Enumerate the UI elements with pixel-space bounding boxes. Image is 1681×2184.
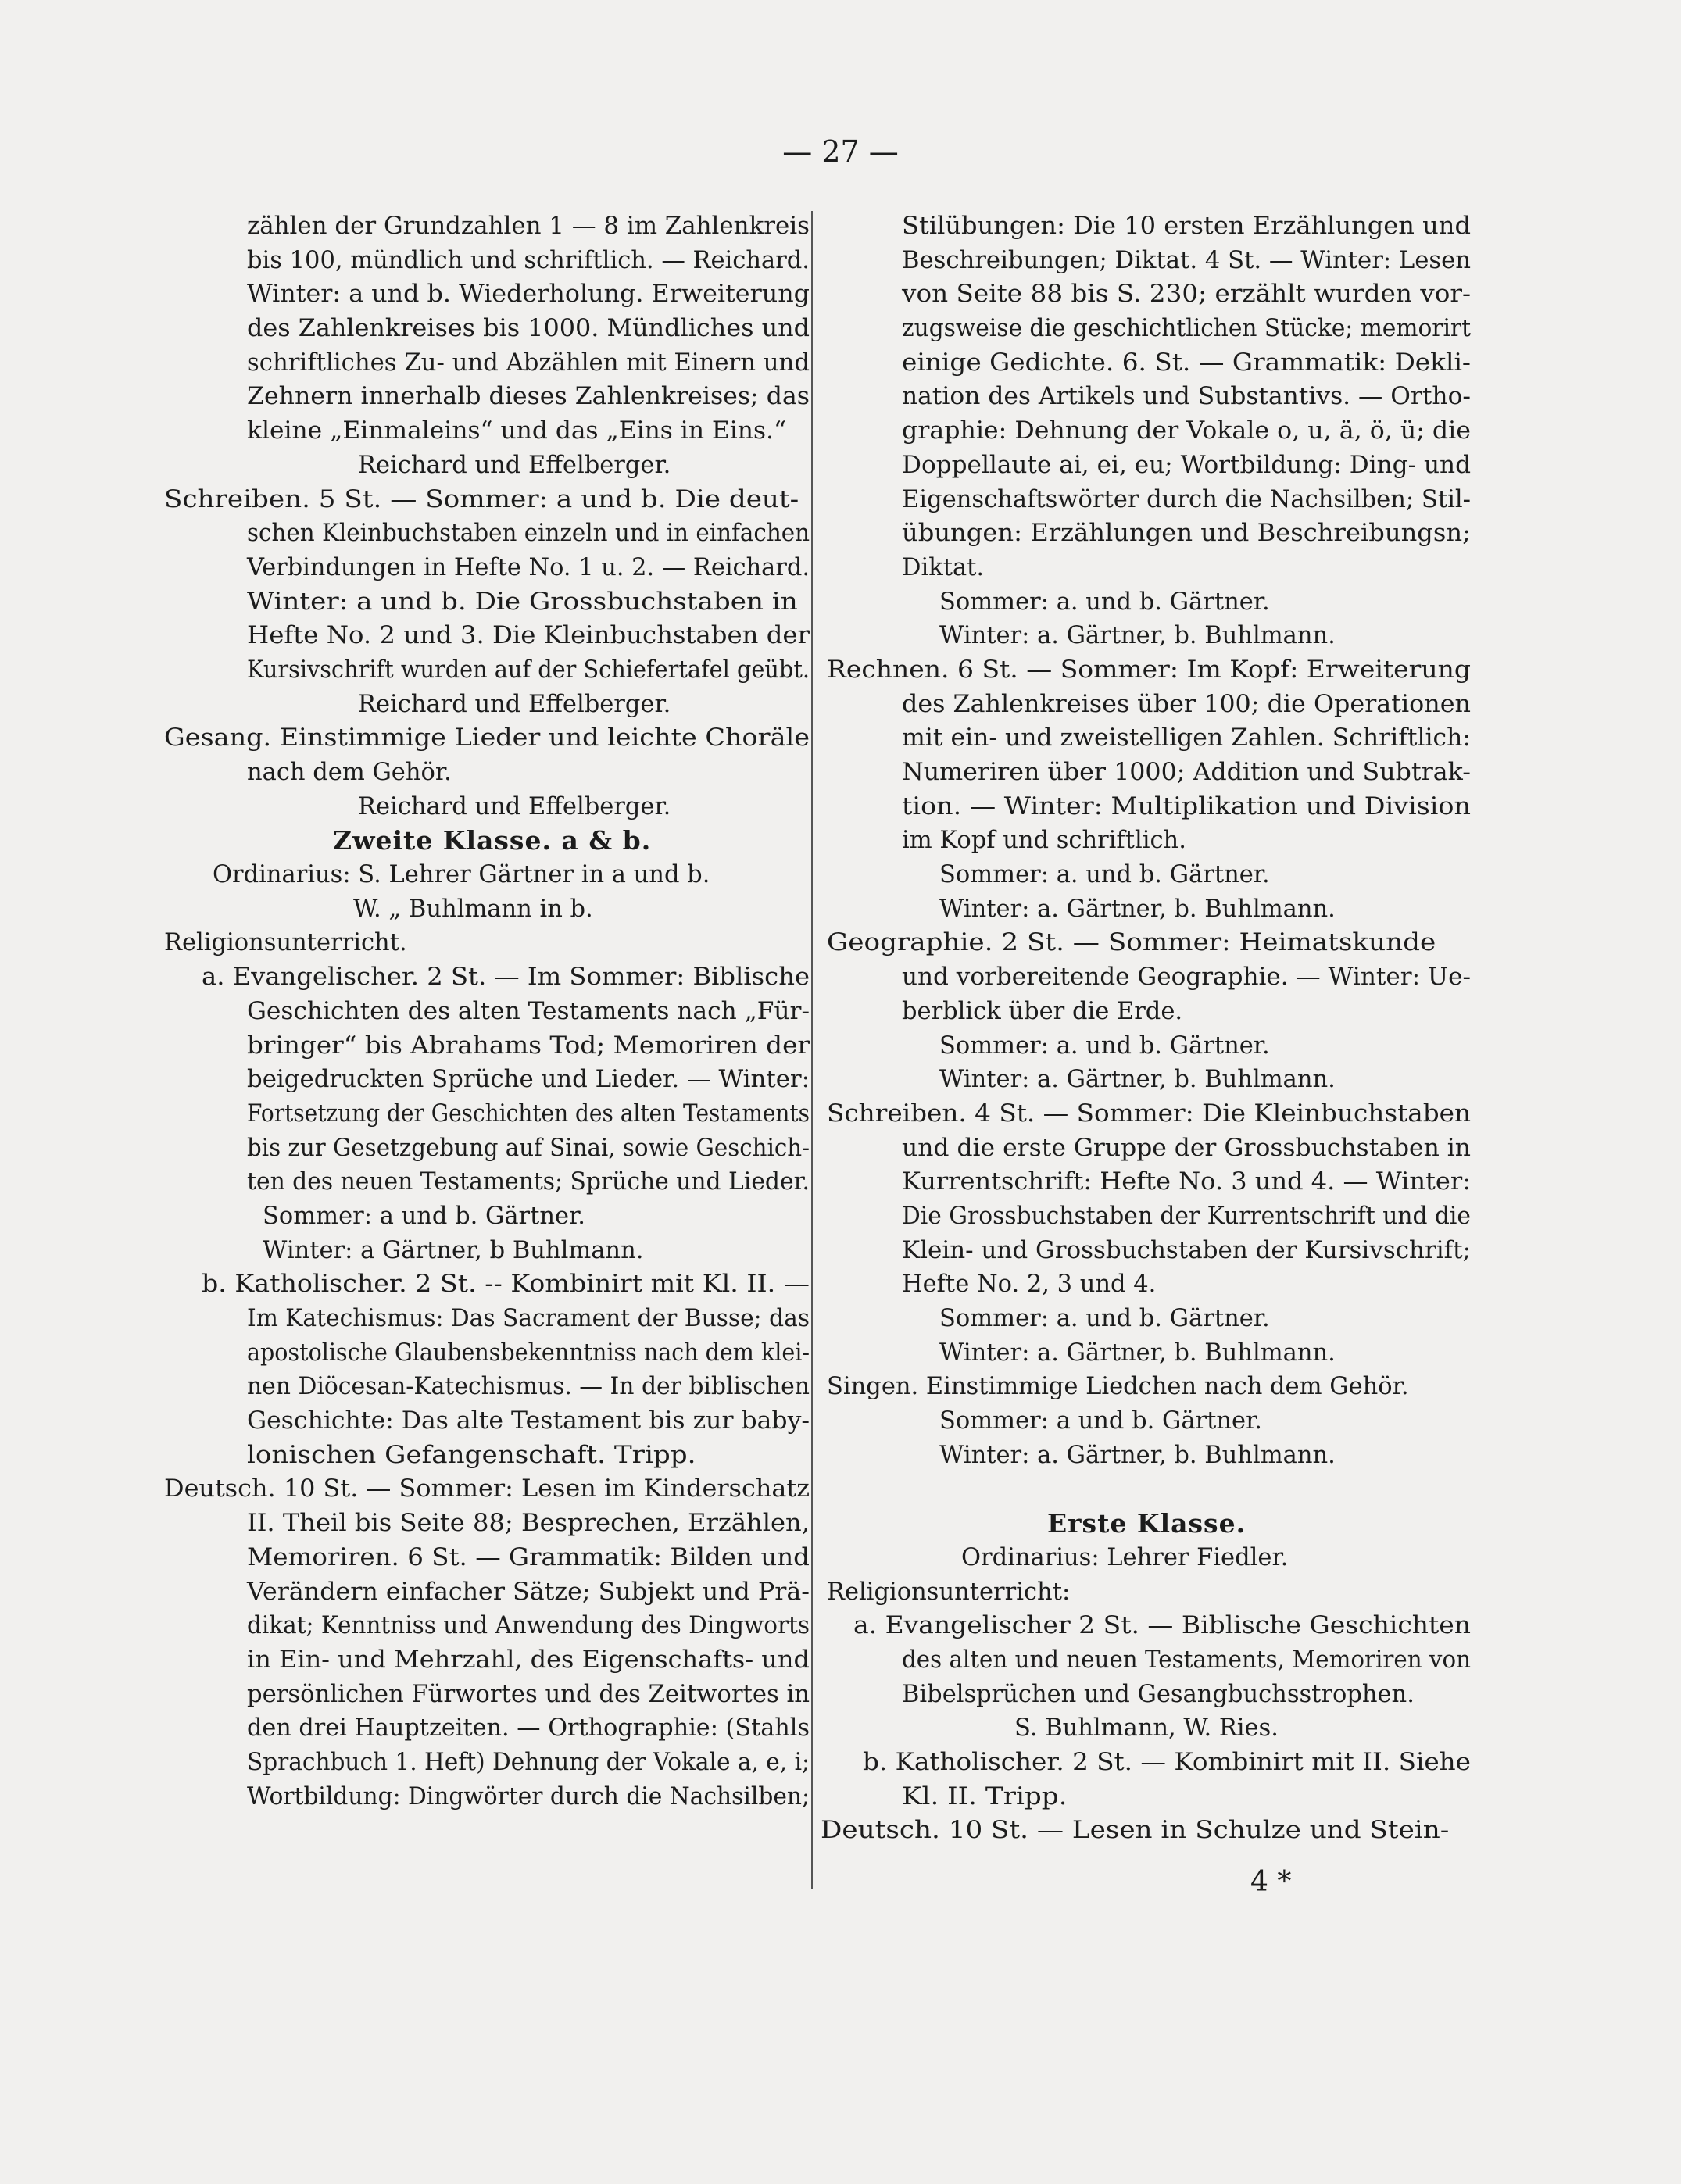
line-text: Hefte No. 2, 3 und 4. xyxy=(902,1271,1157,1299)
text-line xyxy=(821,1404,1477,1439)
line-text: bis 100, mündlich und schriftlich. — Reichard. xyxy=(247,246,810,274)
section-heading: Erste Klasse. xyxy=(1047,1508,1246,1539)
text-line xyxy=(156,688,810,722)
text-line xyxy=(156,1507,810,1541)
line-text: Deutsch. 10 St. — Sommer: Lesen im Kinderschatz xyxy=(164,1475,810,1503)
line-text: Winter: a. Gärtner, b. Buhlmann. xyxy=(939,1066,1336,1094)
text-line xyxy=(821,1336,1477,1371)
text-line xyxy=(821,1302,1477,1336)
line-text: Sprachbuch 1. Heft) Dehnung der Vokale a, e, i; xyxy=(247,1748,810,1776)
line-text: Doppellaute ai, ei, eu; Wortbildung: Ding- und xyxy=(902,451,1471,479)
text-line xyxy=(821,1780,1477,1814)
text-line xyxy=(821,1814,1477,1848)
line-text: des alten und neuen Testaments, Memoriren von xyxy=(902,1646,1471,1674)
text-line xyxy=(821,824,1477,858)
section-heading: Zweite Klasse. a & b. xyxy=(333,825,652,856)
line-text: Winter: a. Gärtner, b. Buhlmann. xyxy=(939,622,1336,650)
line-text: Kl. II. Tripp. xyxy=(902,1782,1068,1810)
line-text: Im Katechismus: Das Sacrament der Busse; das xyxy=(247,1305,810,1332)
text-line xyxy=(821,1746,1477,1780)
line-text: Hefte No. 2 und 3. Die Kleinbuchstaben der xyxy=(247,622,810,650)
text-line xyxy=(156,1643,810,1678)
line-text: nach dem Gehör. xyxy=(247,759,452,786)
line-text: Sommer: a. und b. Gärtner. xyxy=(939,588,1270,616)
text-line xyxy=(821,995,1477,1029)
line-text: Winter: a. Gärtner, b. Buhlmann. xyxy=(939,1441,1336,1469)
text-line xyxy=(821,277,1477,312)
text-line xyxy=(156,1404,810,1439)
text-line xyxy=(156,1541,810,1575)
text-line xyxy=(156,1165,810,1199)
line-text: Beschreibungen; Diktat. 4 St. — Winter: Lesen xyxy=(902,246,1471,274)
line-text: S. Buhlmann, W. Ries. xyxy=(1014,1714,1279,1743)
text-line xyxy=(821,585,1477,620)
page-number: — 27 — xyxy=(782,134,899,169)
line-text: II. Theil bis Seite 88; Besprechen, Erzählen, xyxy=(247,1510,810,1538)
line-text: Verändern einfacher Sätze; Subjekt und Prä- xyxy=(247,1578,810,1606)
text-line xyxy=(821,346,1477,381)
line-text: Die Grossbuchstaben der Kurrentschrift und die xyxy=(902,1202,1471,1230)
line-text: Winter: a Gärtner, b Buhlmann. xyxy=(263,1236,644,1264)
line-text: W. „ Buhlmann in b. xyxy=(353,895,593,923)
line-text: Sommer: a und b. Gärtner. xyxy=(939,1407,1263,1435)
text-line xyxy=(821,244,1477,278)
line-text: von Seite 88 bis S. 230; erzählt wurden vor- xyxy=(902,281,1471,309)
line-text: Zehnern innerhalb dieses Zahlenkreises; das xyxy=(247,383,810,411)
line-text: Winter: a und b. Wiederholung. Erweiterung xyxy=(247,281,810,309)
line-text: Reichard und Effelberger. xyxy=(358,792,671,820)
text-line xyxy=(821,653,1477,688)
text-line xyxy=(156,551,810,585)
text-line xyxy=(156,449,810,483)
text-line xyxy=(821,1029,1477,1063)
text-line xyxy=(821,756,1477,790)
text-line xyxy=(156,1711,810,1746)
line-text: bringer“ bis Abrahams Tod; Memoriren der xyxy=(247,1031,810,1060)
text-line xyxy=(821,1507,1477,1541)
text-line xyxy=(156,1199,810,1234)
text-line xyxy=(156,653,810,688)
line-text: Sommer: a. und b. Gärtner. xyxy=(939,861,1270,889)
text-line xyxy=(156,1029,810,1063)
left-column xyxy=(156,209,810,1814)
line-text: übungen: Erzählungen und Beschreibungsn; xyxy=(902,520,1471,548)
line-text: des Zahlenkreises über 100; die Operationen xyxy=(902,690,1471,718)
text-line xyxy=(156,790,810,824)
line-text: a. Evangelischer 2 St. — Biblische Geschichten xyxy=(853,1612,1471,1640)
line-text: lonischen Gefangenschaft. Tripp. xyxy=(247,1441,696,1469)
line-text: Klein- und Grossbuchstaben der Kursivschrift; xyxy=(902,1236,1471,1264)
text-line xyxy=(156,960,810,995)
text-line xyxy=(156,619,810,653)
text-line xyxy=(821,858,1477,892)
line-text: Geschichten des alten Testaments nach „Für- xyxy=(247,997,810,1025)
text-line xyxy=(156,1234,810,1268)
text-line xyxy=(156,1439,810,1473)
line-text: Eigenschaftswörter durch die Nachsilben; Stil- xyxy=(902,485,1471,513)
line-text: graphie: Dehnung der Vokale o, u, ä, ö, ü; die xyxy=(902,417,1471,445)
text-line xyxy=(821,1165,1477,1199)
line-text: Bibelsprüchen und Gesangbuchsstrophen. xyxy=(902,1680,1415,1708)
line-text: Reichard und Effelberger. xyxy=(358,451,671,479)
text-line xyxy=(821,1131,1477,1166)
line-text: den drei Hauptzeiten. — Orthographie: (Stahls xyxy=(247,1714,810,1743)
text-line xyxy=(156,824,810,858)
text-line xyxy=(156,1131,810,1166)
text-line xyxy=(156,858,810,892)
text-line xyxy=(821,926,1477,960)
text-line xyxy=(156,483,810,517)
text-line xyxy=(156,1746,810,1780)
line-text: Rechnen. 6 St. — Sommer: Im Kopf: Erweiterung xyxy=(827,656,1471,684)
line-text: persönlichen Fürwortes und des Zeitwortes in xyxy=(247,1680,810,1708)
line-text: Religionsunterricht: xyxy=(827,1578,1071,1606)
line-text: Ordinarius: Lehrer Fiedler. xyxy=(961,1543,1289,1571)
text-line xyxy=(821,380,1477,414)
line-text: a. Evangelischer. 2 St. — Im Sommer: Biblische xyxy=(202,963,810,992)
signature-mark: 4 * xyxy=(1250,1866,1292,1898)
text-line xyxy=(821,517,1477,551)
text-line xyxy=(156,1063,810,1097)
line-text: und die erste Gruppe der Grossbuchstaben in xyxy=(902,1134,1471,1162)
line-text: mit ein- und zweistelligen Zahlen. Schriftlich: xyxy=(902,724,1471,752)
line-text: Geographie. 2 St. — Sommer: Heimatskunde xyxy=(827,929,1436,957)
text-line xyxy=(156,721,810,756)
line-text: Schreiben. 5 St. — Sommer: a und b. Die deut- xyxy=(164,485,799,513)
text-line xyxy=(821,1199,1477,1234)
line-text: Fortsetzung der Geschichten des alten Testaments xyxy=(247,1099,810,1128)
text-line xyxy=(821,1472,1477,1507)
text-line xyxy=(156,926,810,960)
line-text: b. Katholischer. 2 St. — Kombinirt mit II. Siehe xyxy=(863,1748,1471,1776)
line-text: dikat; Kenntniss und Anwendung des Dingworts xyxy=(247,1612,810,1640)
text-line xyxy=(156,1097,810,1131)
text-line xyxy=(156,244,810,278)
text-line xyxy=(156,1370,810,1404)
right-column xyxy=(821,209,1477,1848)
line-text: Reichard und Effelberger. xyxy=(358,690,671,718)
text-line xyxy=(821,960,1477,995)
line-text: Diktat. xyxy=(902,553,985,581)
text-line xyxy=(821,790,1477,824)
line-text: bis zur Gesetzgebung auf Sinai, sowie Geschich- xyxy=(247,1134,810,1162)
line-text: einige Gedichte. 6. St. — Grammatik: Dekli- xyxy=(902,349,1471,377)
text-line xyxy=(821,1678,1477,1712)
line-text: ten des neuen Testaments; Sprüche und Lieder. xyxy=(247,1168,810,1196)
text-line xyxy=(156,1609,810,1643)
text-line xyxy=(821,1609,1477,1643)
text-line xyxy=(821,414,1477,449)
line-text: schen Kleinbuchstaben einzeln und in einfachen xyxy=(247,520,810,548)
text-line xyxy=(821,1575,1477,1610)
line-text: nation des Artikels und Substantivs. — Ortho- xyxy=(902,383,1471,411)
line-text: im Kopf und schriftlich. xyxy=(902,827,1186,855)
line-text: Winter: a. Gärtner, b. Buhlmann. xyxy=(939,1339,1336,1367)
text-line xyxy=(821,209,1477,244)
text-line xyxy=(821,1711,1477,1746)
line-text: Schreiben. 4 St. — Sommer: Die Kleinbuchstaben xyxy=(827,1099,1471,1128)
line-text: berblick über die Erde. xyxy=(902,997,1183,1025)
text-line xyxy=(821,688,1477,722)
line-text: Singen. Einstimmige Liedchen nach dem Gehör. xyxy=(827,1373,1409,1401)
line-text: beigedruckten Sprüche und Lieder. — Winter: xyxy=(247,1066,810,1094)
line-text: Stilübungen: Die 10 ersten Erzählungen und xyxy=(902,213,1471,240)
text-line xyxy=(156,1336,810,1371)
line-text: Numeriren über 1000; Addition und Subtrak- xyxy=(902,759,1471,786)
text-line xyxy=(821,312,1477,346)
text-line xyxy=(156,1575,810,1610)
line-text: Gesang. Einstimmige Lieder und leichte Choräle xyxy=(164,724,810,752)
text-line xyxy=(821,1370,1477,1404)
line-text: kleine „Einmaleins“ und das „Eins in Eins.“ xyxy=(247,417,786,445)
line-text: Winter: a und b. Die Grossbuchstaben in xyxy=(247,588,798,616)
line-text: Memoriren. 6 St. — Grammatik: Bilden und xyxy=(247,1543,810,1571)
text-line xyxy=(156,1678,810,1712)
line-text: zugsweise die geschichtlichen Stücke; memorirt xyxy=(902,315,1471,343)
line-text: Sommer: a. und b. Gärtner. xyxy=(939,1305,1270,1332)
line-text: und vorbereitende Geographie. — Winter: Ue- xyxy=(902,963,1471,992)
text-line xyxy=(821,1541,1477,1575)
line-text: Geschichte: Das alte Testament bis zur baby- xyxy=(247,1407,810,1435)
line-text: b. Katholischer. 2 St. -- Kombinirt mit Kl. II. — xyxy=(202,1271,810,1299)
text-line xyxy=(821,1267,1477,1302)
line-text: Kurrentschrift: Hefte No. 3 und 4. — Winter: xyxy=(902,1168,1471,1196)
text-line xyxy=(156,585,810,620)
line-text: in Ein- und Mehrzahl, des Eigenschafts- und xyxy=(247,1646,810,1674)
text-line xyxy=(156,517,810,551)
line-text: tion. — Winter: Multiplikation und Division xyxy=(902,792,1471,820)
column-divider xyxy=(811,211,813,1889)
text-line xyxy=(156,414,810,449)
line-text: nen Diöcesan-Katechismus. — In der biblischen xyxy=(247,1373,810,1401)
text-line xyxy=(821,619,1477,653)
text-line xyxy=(821,1063,1477,1097)
line-text: Religionsunterricht. xyxy=(164,929,407,957)
text-line xyxy=(821,551,1477,585)
line-text: Ordinarius: S. Lehrer Gärtner in a und b. xyxy=(213,861,710,889)
text-line xyxy=(156,1780,810,1814)
text-line xyxy=(821,1234,1477,1268)
line-text: Kursivschrift wurden auf der Schiefertafel geübt. xyxy=(247,656,810,684)
text-line xyxy=(821,449,1477,483)
text-line xyxy=(156,380,810,414)
line-text: schriftliches Zu- und Abzählen mit Einern und xyxy=(247,349,810,377)
text-line xyxy=(821,1439,1477,1473)
text-line xyxy=(156,277,810,312)
line-text: Winter: a. Gärtner, b. Buhlmann. xyxy=(939,895,1336,923)
line-text: Wortbildung: Dingwörter durch die Nachsilben; xyxy=(247,1782,810,1810)
text-line xyxy=(156,1472,810,1507)
line-text: des Zahlenkreises bis 1000. Mündliches und xyxy=(247,315,810,343)
text-line xyxy=(821,1097,1477,1131)
text-line xyxy=(156,756,810,790)
text-line xyxy=(156,995,810,1029)
text-line xyxy=(821,721,1477,756)
text-line xyxy=(156,312,810,346)
line-text: zählen der Grundzahlen 1 — 8 im Zahlenkreis xyxy=(247,213,810,240)
text-line xyxy=(156,209,810,244)
line-text: Sommer: a. und b. Gärtner. xyxy=(939,1031,1270,1060)
text-line xyxy=(821,483,1477,517)
line-text: Verbindungen in Hefte No. 1 u. 2. — Reichard. xyxy=(247,553,810,581)
text-line xyxy=(156,346,810,381)
text-line xyxy=(156,1302,810,1336)
text-line xyxy=(821,892,1477,927)
text-line xyxy=(156,1267,810,1302)
line-text: Deutsch. 10 St. — Lesen in Schulze und Stein- xyxy=(821,1817,1450,1845)
text-line xyxy=(156,892,810,927)
text-line xyxy=(821,1643,1477,1678)
line-text: Sommer: a und b. Gärtner. xyxy=(263,1202,586,1230)
line-text: apostolische Glaubensbekenntniss nach dem klei- xyxy=(247,1339,810,1367)
